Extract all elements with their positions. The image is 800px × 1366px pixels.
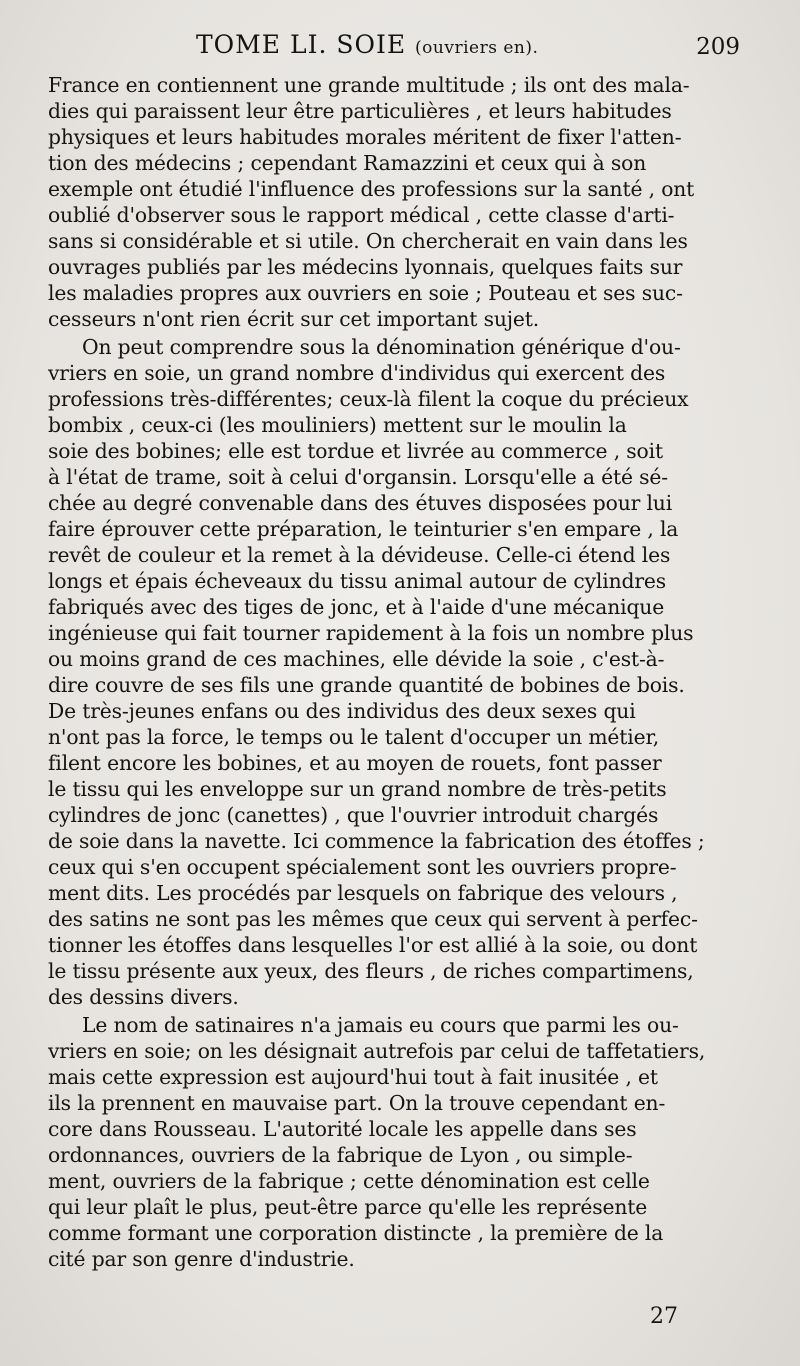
text-line: tionner les étoffes dans lesquelles l'or est allié à la soie, ou dont <box>48 933 698 957</box>
text-line: les maladies propres aux ouvriers en soie ; Pouteau et ses suc- <box>48 281 683 305</box>
running-head-title: TOME LI. SOIE <box>196 30 407 59</box>
text-line: revêt de couleur et la remet à la dévideuse. Celle-ci étend les <box>48 543 671 567</box>
text-line: bombix , ceux-ci (les mouliniers) mettent sur le moulin la <box>48 413 627 437</box>
paragraph-1 <box>48 72 762 332</box>
paragraph-3 <box>48 1012 762 1272</box>
text-line: le tissu qui les enveloppe sur un grand nombre de très-petits <box>48 777 667 801</box>
text-line: physiques et leurs habitudes morales méritent de fixer l'atten- <box>48 125 682 149</box>
running-head-subtitle: (ouvriers en). <box>415 38 539 58</box>
text-line: ils la prennent en mauvaise part. On la trouve cependant en- <box>48 1091 666 1115</box>
text-line: ment dits. Les procédés par lesquels on fabrique des velours , <box>48 881 678 905</box>
text-line: exemple ont étudié l'influence des professions sur la santé , ont <box>48 177 695 201</box>
text-line: longs et épais écheveaux du tissu animal autour de cylindres <box>48 569 666 593</box>
running-head <box>196 30 538 59</box>
text-line: sans si considérable et si utile. On chercherait en vain dans les <box>48 229 688 253</box>
text-line: à l'état de trame, soit à celui d'organsin. Lorsqu'elle a été sé- <box>48 465 668 489</box>
page-number: 209 <box>696 34 740 60</box>
text-line: faire éprouver cette préparation, le teinturier s'en empare , la <box>48 517 679 541</box>
signature-mark: 27 <box>650 1304 678 1329</box>
page-header <box>68 30 740 70</box>
text-line: cité par son genre d'industrie. <box>48 1247 355 1271</box>
text-line: n'ont pas la force, le temps ou le talent d'occuper un métier, <box>48 725 660 749</box>
text-line: cesseurs n'ont rien écrit sur cet important sujet. <box>48 307 540 331</box>
text-line: France en contiennent une grande multitude ; ils ont des mala- <box>48 73 690 97</box>
text-line: vriers en soie, un grand nombre d'individus qui exercent des <box>48 361 666 385</box>
paragraph-2 <box>48 334 762 1010</box>
text-line: Le nom de satinaires n'a jamais eu cours que parmi les ou- <box>82 1013 679 1037</box>
text-line: ceux qui s'en occupent spécialement sont les ouvriers propre- <box>48 855 677 879</box>
text-line: chée au degré convenable dans des étuves disposées pour lui <box>48 491 673 515</box>
text-line: ouvrages publiés par les médecins lyonnais, quelques faits sur <box>48 255 683 279</box>
text-line: soie des bobines; elle est tordue et livrée au commerce , soit <box>48 439 663 463</box>
text-line: qui leur plaît le plus, peut-être parce qu'elle les représente <box>48 1195 648 1219</box>
text-line: mais cette expression est aujourd'hui tout à fait inusitée , et <box>48 1065 658 1089</box>
text-line: filent encore les bobines, et au moyen de rouets, font passer <box>48 751 662 775</box>
text-line: On peut comprendre sous la dénomination générique d'ou- <box>82 335 681 359</box>
text-line: oublié d'observer sous le rapport médical , cette classe d'arti- <box>48 203 675 227</box>
text-line: ingénieuse qui fait tourner rapidement à la fois un nombre plus <box>48 621 694 645</box>
body-text <box>48 72 762 1272</box>
text-line: ou moins grand de ces machines, elle dévide la soie , c'est-à- <box>48 647 665 671</box>
text-line: des satins ne sont pas les mêmes que ceux qui servent à perfec- <box>48 907 698 931</box>
text-line: dies qui paraissent leur être particulières , et leurs habitudes <box>48 99 672 123</box>
text-line: tion des médecins ; cependant Ramazzini et ceux qui à son <box>48 151 647 175</box>
text-line: core dans Rousseau. L'autorité locale les appelle dans ses <box>48 1117 637 1141</box>
text-line: dire couvre de ses fils une grande quantité de bobines de bois. <box>48 673 685 697</box>
text-line: des dessins divers. <box>48 985 239 1009</box>
text-line: professions très-différentes; ceux-là filent la coque du précieux <box>48 387 689 411</box>
text-line: ment, ouvriers de la fabrique ; cette dénomination est celle <box>48 1169 650 1193</box>
text-line: fabriqués avec des tiges de jonc, et à l'aide d'une mécanique <box>48 595 665 619</box>
text-line: De très-jeunes enfans ou des individus des deux sexes qui <box>48 699 636 723</box>
text-line: ordonnances, ouvriers de la fabrique de Lyon , ou simple- <box>48 1143 633 1167</box>
text-line: comme formant une corporation distincte , la première de la <box>48 1221 664 1245</box>
text-line: de soie dans la navette. Ici commence la fabrication des étoffes ; <box>48 829 705 853</box>
text-line: le tissu présente aux yeux, des fleurs , de riches compartimens, <box>48 959 694 983</box>
text-line: cylindres de jonc (canettes) , que l'ouvrier introduit chargés <box>48 803 659 827</box>
text-line: vriers en soie; on les désignait autrefois par celui de taffetatiers, <box>48 1039 706 1063</box>
